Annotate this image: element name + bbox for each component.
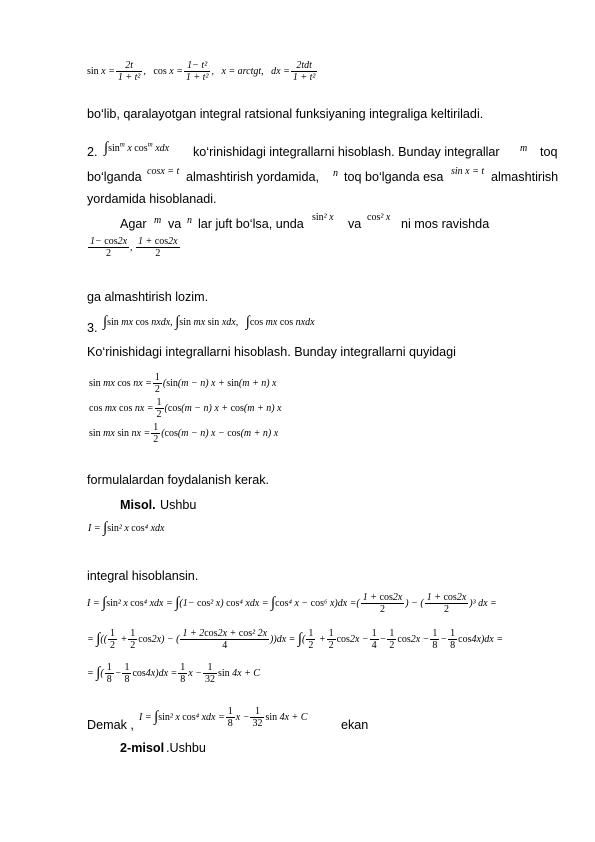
formula-cos2x: cos² x: [367, 212, 391, 223]
var-n: n: [333, 168, 338, 179]
paragraph-3c: va: [348, 217, 362, 231]
solution-line-3: = ∫( $\frac{1}{8}$ − $\frac{1}{8}$ cos4x)dx = $\frac{1}{8}$ x − $\frac{1}{32}$ sin 4x + C: [87, 662, 260, 685]
paragraph-2g: yordamida hisoblanadi.: [87, 192, 217, 206]
var-m-2: m: [154, 215, 162, 226]
solution-line-2: = ∫(( $\frac{1}{2}$ + $\frac{1}{2}$ cos2x) − ( $\frac{\text{1 + 2cos2x + cos² 2x}}{4}$ ))dx = ∫( $\frac{1}{2}$ + $\frac{1}{2}$ cos2x − $\frac{1}{4}$ − $\frac{1}{2}$ cos2x − $\frac{1}{8}$ − $\frac{1}{8}$ cos4x)dx =: [87, 628, 503, 651]
var-m: m: [520, 143, 528, 154]
paragraph-3a: Agar: [120, 217, 147, 231]
ushbu-2-label: .Ushbu: [166, 741, 206, 755]
formula-sin-m-cos-m: $\int\sin^m$ x $\cos^m$ xdx: [104, 140, 170, 156]
demak-label: Demak ,: [87, 718, 134, 732]
paragraph-4: ga almashtirish lozim.: [87, 290, 209, 304]
solution-line-1: I = ∫sin² x cos⁴ xdx = ∫(1− cos² x) cos⁴ xdx = ∫cos⁴ x − cos⁶ x)dx =( $\frac{1 + \cos 2x}{2}$ ) − ( $\frac{1 + \cos 2x}{2}$ )³ dx =: [87, 592, 497, 615]
ushbu-label: Ushbu: [160, 498, 197, 512]
formula-result: I = ∫sin² x cos⁴ xdx = $\frac{1}{8}$ x − $\frac{1}{32}$ sin 4x + C: [139, 706, 308, 729]
paragraph-3d: ni mos ravishda: [401, 217, 490, 231]
var-n-2: n: [187, 215, 192, 226]
paragraph-2f: almashtirish: [491, 170, 559, 184]
formula-half-angle: $\frac{1- \cos 2x}{2}$ , $\frac{1 + \cos 2x}{2}$: [90, 236, 178, 259]
misol-label: Misol.: [120, 498, 156, 512]
formula-product-3: sin mx sin nx = $\frac{1}{2}$ (cos(m − n) x − cos(m + n) x: [89, 422, 279, 445]
formula-product-2: cos mx cos nx = $\frac{1}{2}$ (cos(m − n) x + cos(m + n) x: [89, 397, 282, 420]
paragraph-2c: bo‘lganda: [87, 170, 142, 184]
item-3-number: 3.: [87, 321, 98, 335]
misol-2-label: 2-misol: [120, 741, 165, 755]
paragraph-2a: ko‘rinishidagi integrallarni hisoblash. Bunday integrallar: [193, 145, 500, 159]
paragraph-1: bo‘lib, qaralayotgan integral ratsional funksiyaning integraliga keltiriladi.: [87, 107, 484, 121]
paragraph-2d: almashtirish yordamida,: [186, 170, 319, 184]
formula-example: I = ∫sin² x cos⁴ xdx: [88, 520, 165, 536]
formula-sin2x: sin² x: [312, 212, 334, 223]
formula-cos-eq-t: cosx = t: [147, 166, 180, 177]
paragraph-6: Ko‘rinishidagi integrallarni hisoblash. Bunday integrallarni quyidagi: [87, 345, 456, 359]
formula-sin-eq-t: sin x = t: [451, 166, 485, 177]
ekan-label: ekan: [341, 718, 369, 732]
paragraph-2e: toq bo‘lganda esa: [344, 170, 444, 184]
paragraph-3-va: va: [168, 217, 182, 231]
paragraph-7: formulalardan foydalanish kerak.: [87, 473, 270, 487]
formula-product-1: sin mx cos nx = $\frac{1}{2}$ (sin(m − n) x + sin(m + n) x: [89, 372, 277, 395]
formula-substitution: sin x = $\frac{2t}{\text{1 + t²}}$ , cos x = $\frac{\text{1− t²}}{\text{1 + t²}}$ , x = arctgt, dx = $\frac{\text{2tdt}}{\text{1 + t²}}$: [87, 60, 316, 83]
paragraph-2b: toq: [540, 145, 558, 159]
formula-item-3: ∫sin mx cos nxdx, ∫sin mx sin xdx, ∫cos mx cos nxdx: [103, 314, 315, 330]
paragraph-8: integral hisoblansin.: [87, 569, 199, 583]
item-2-number: 2.: [87, 145, 98, 159]
paragraph-3b: lar juft bo‘lsa, unda: [198, 217, 304, 231]
